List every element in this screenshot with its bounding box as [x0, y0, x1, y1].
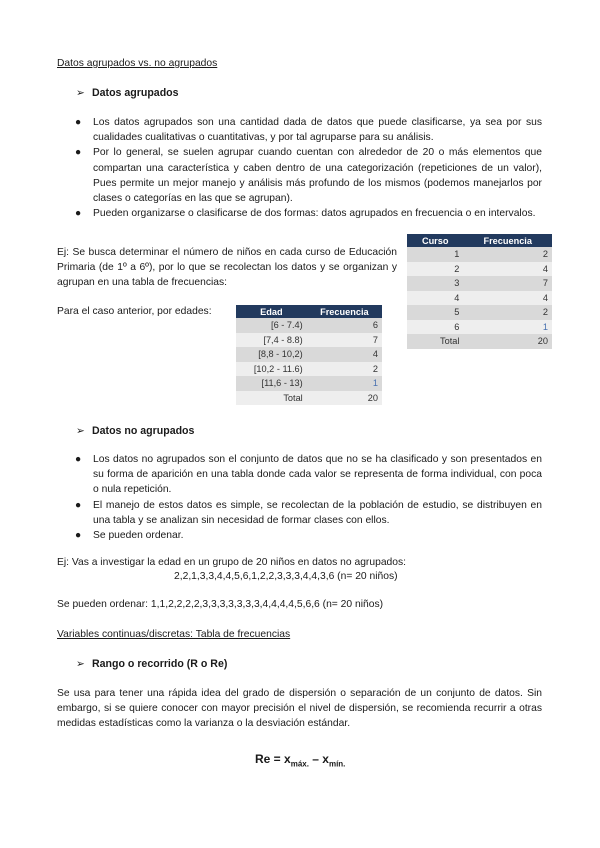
heading-ungrouped-label: Datos no agrupados	[92, 425, 195, 437]
ungrouped-bullets	[75, 452, 542, 543]
section-title-grouped-vs-ungrouped: Datos agrupados vs. no agrupados	[57, 58, 218, 69]
col-header-course: Curso	[407, 234, 463, 247]
list-item: ● Pueden organizarse o clasificarse de dos formas: datos agrupados en frecuencia o en intervalos.	[93, 206, 542, 221]
section-title-frequency-table: Variables continuas/discretas: Tabla de frecuencias	[57, 629, 291, 640]
col-header-age: Edad	[236, 305, 307, 318]
table-row: 4 4	[407, 291, 552, 306]
bullet-icon: ●	[75, 454, 82, 465]
grouped-example-text: Ej: Se busca determinar el número de niños en cada curso de Educación Primaria (de 1º a 6º), por lo que se recolectan los datos y se organizan y agrupan en una tabla de frecuencias:	[57, 247, 397, 289]
table-row: [10,2 - 11.6) 2	[236, 362, 382, 377]
ungrouped-example-line2: 2,2,1,3,3,4,4,5,6,1,2,2,3,3,3,4,4,3,6 (n= 20 niños)	[174, 571, 398, 582]
ungrouped-ordered: Se pueden ordenar: 1,1,2,2,2,2,3,3,3,3,3,3,3,4,4,4,4,5,6,6 (n= 20 niños)	[57, 599, 384, 610]
arrow-bullet-icon: ➢	[76, 87, 85, 99]
heading-range	[76, 658, 227, 670]
table-row: 6 1	[407, 320, 552, 335]
table-row: 3 7	[407, 276, 552, 291]
col-header-frequency: Frecuencia	[307, 305, 382, 318]
range-formula: $Re = x_{máx.} - x_{mín.}$	[255, 752, 346, 769]
table-row: [8,8 - 10,2) 4	[236, 347, 382, 362]
bullet-icon: ●	[75, 499, 82, 511]
list-item: ● El manejo de estos datos es simple, se recolectan de la población de estudio, se distribuyen en una tabla y se analizan sin necesidad de formar clases con ellos.	[75, 499, 542, 526]
grouped-bullets	[75, 115, 542, 221]
list-item: ● Por lo general, se suelen agrupar cuando cuentan con alrededor de 20 o más elementos que compartan una característica y caben dentro de una categorización (repeticiones de un valor), Pues permite un mejor manejo y análisis más profundo de los mismos (podemos manejarlos por clases o categorías en las que se agrupan).	[75, 147, 542, 205]
table-row: [7,4 - 8.8) 7	[236, 333, 382, 348]
table-header-row	[236, 305, 382, 318]
bullet-icon: ●	[75, 117, 82, 128]
table-row: [11,6 - 13) 1	[236, 376, 382, 391]
age-table-caption: Para el caso anterior, por edades:	[57, 306, 212, 317]
col-header-frequency: Frecuencia	[463, 234, 552, 247]
bullet-icon: ●	[75, 530, 82, 542]
table-header-row	[407, 234, 552, 247]
course-frequency-table	[407, 234, 552, 349]
heading-range-label: Rango o recorrido (R o Re)	[92, 658, 228, 670]
table-row: 5 2	[407, 305, 552, 320]
heading-grouped-label: Datos agrupados	[92, 87, 179, 99]
heading-grouped	[76, 87, 179, 99]
table-row: 2 4	[407, 262, 552, 277]
bullet-icon: ●	[75, 208, 82, 220]
list-item: ● Los datos no agrupados son el conjunto de datos que no se ha clasificado y son presentados en su forma de aparición en una tabla donde cada valor se representa de forma individual, con poca o nula repetición.	[75, 454, 542, 496]
range-paragraph: Se usa para tener una rápida idea del grado de dispersión o separación de un conjunto de datos. Sin embargo, si se quiere conocer con mayor precisión el nivel de dispersión, se recomienda recurrir a otras medidas estadísticas como la varianza o la desviación estándar.	[57, 688, 542, 730]
arrow-bullet-icon: ➢	[76, 425, 85, 437]
bullet-icon: ●	[75, 147, 82, 159]
table-total-row: Total 20	[236, 391, 382, 406]
list-item: ● Los datos agrupados son una cantidad dada de datos que puede clasificarse, ya sea por sus cualidades cualitativas o cuantitativas, y por tal agruparse para su análisis.	[75, 117, 542, 144]
arrow-bullet-icon: ➢	[76, 658, 85, 670]
age-frequency-table	[236, 305, 382, 405]
table-total-row: Total 20	[407, 334, 552, 349]
heading-ungrouped	[76, 425, 194, 437]
ungrouped-example-line1: Ej: Vas a investigar la edad en un grupo de 20 niños en datos no agrupados:	[57, 557, 407, 568]
table-row: 1 2	[407, 247, 552, 262]
list-item: ● Se pueden ordenar.	[93, 528, 542, 543]
table-row: [6 - 7.4) 6	[236, 318, 382, 333]
